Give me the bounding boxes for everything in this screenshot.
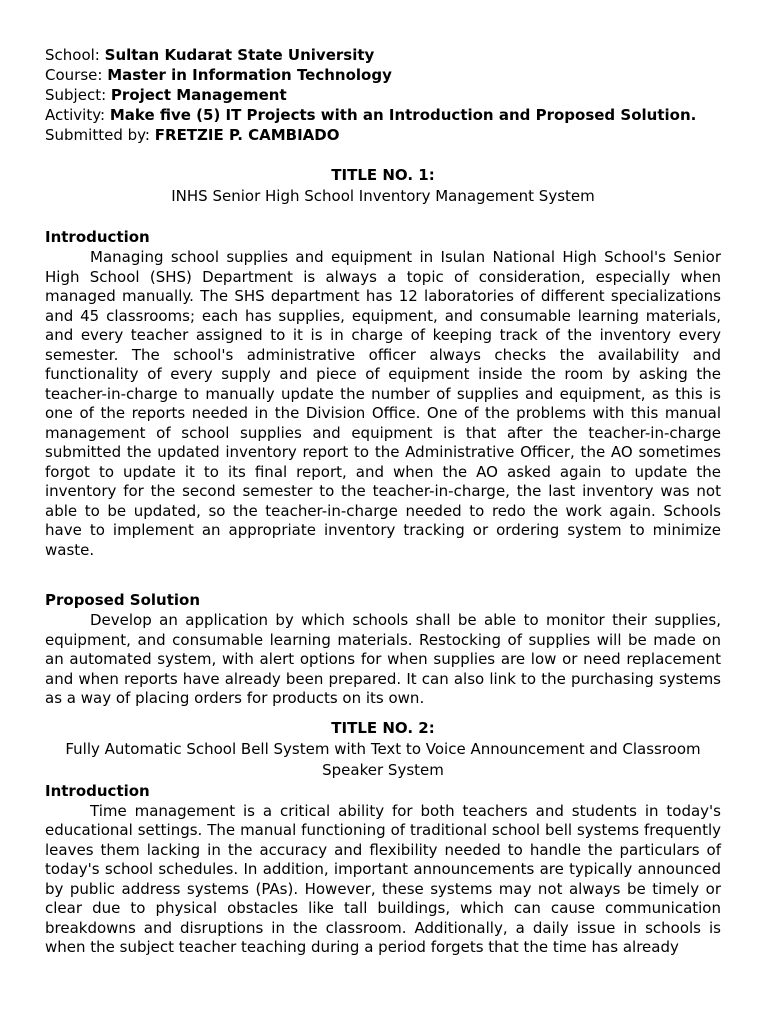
activity-line	[45, 105, 721, 125]
activity-value: Make five (5) IT Projects with an Introduction and Proposed Solution.	[109, 106, 697, 124]
project-2-title-label: TITLE NO. 2:	[331, 718, 435, 737]
project-1-title: INHS Senior High School Inventory Management System	[171, 187, 595, 205]
school-label: School:	[45, 46, 100, 64]
school-line	[45, 45, 721, 65]
course-value: Master in Information Technology	[107, 66, 392, 84]
project-2-introduction-heading: Introduction	[45, 781, 150, 800]
project-2-title: Fully Automatic School Bell System with Text to Voice Announcement and Classroom Speaker System	[65, 739, 701, 779]
project-2-introduction-text: Time management is a critical ability for both teachers and students in today's educational settings. The manual functioning of traditional school bell systems frequently leaves them lacking in the accuracy and flexibility needed to handle the particulars of today's school schedules. In addition, important announcements are typically announced by public address systems (PAs). However, these systems may not always be timely or clear due to physical obstacles like tall buildings, which can cause communication breakdowns and disruptions in the classroom. Additionally, a daily issue in schools is when the subject teacher teaching during a period forgets that the time has already	[45, 801, 721, 956]
course-label: Course:	[45, 66, 103, 84]
school-value: Sultan Kudarat State University	[104, 46, 375, 64]
submitted-by-label: Submitted by:	[45, 126, 150, 144]
subject-line	[45, 85, 721, 105]
project-1-introduction-text: Managing school supplies and equipment in Isulan National High School's Senior High School (SHS) Department is always a topic of consideration, especially when managed manually. The SHS department has 12 laboratories of different specializations and 45 classrooms; each has supplies, equipment, and consumable learning materials, and every teacher assigned to it is in charge of keeping track of the inventory every semester. The school's administrative officer always checks the availability and functionality of every supply and piece of equipment inside the room by asking the teacher-in-charge to manually update the number of supplies and equipment, as this is one of the reports needed in the Division Office. One of the problems with this manual management of school supplies and equipment is that after the teacher-in-charge submitted the updated inventory report to the Administrative Officer, the AO sometimes forgot to update it to its final report, and when the AO asked again to update the inventory for the second semester to the teacher-in-charge, the last inventory was not able to be updated, so the teacher-in-charge needed to redo the work again. Schools have to implement an appropriate inventory tracking or ordering system to minimize waste.	[45, 248, 721, 559]
activity-label: Activity:	[45, 106, 106, 124]
project-1-solution-text: Develop an application by which schools shall be able to monitor their supplies, equipment, and consumable learning materials. Restocking of supplies will be made on an automated system, with alert options for when supplies are low or need replacement and when reports have already been prepared. It can also link to the purchasing systems as a way of placing orders for products on its own.	[45, 611, 721, 707]
project-2-title-block	[45, 718, 721, 781]
subject-value: Project Management	[110, 86, 287, 104]
project-1-title-label: TITLE NO. 1:	[331, 166, 435, 184]
submitted-by-line	[45, 125, 721, 145]
document-page	[45, 45, 721, 958]
course-line	[45, 65, 721, 85]
submitted-by-value: FRETZIE P. CAMBIADO	[154, 126, 340, 144]
subject-label: Subject:	[45, 86, 107, 104]
project-1-title-block	[45, 165, 721, 207]
project-1-solution-heading: Proposed Solution	[45, 591, 201, 609]
project-1-introduction-heading: Introduction	[45, 228, 150, 246]
